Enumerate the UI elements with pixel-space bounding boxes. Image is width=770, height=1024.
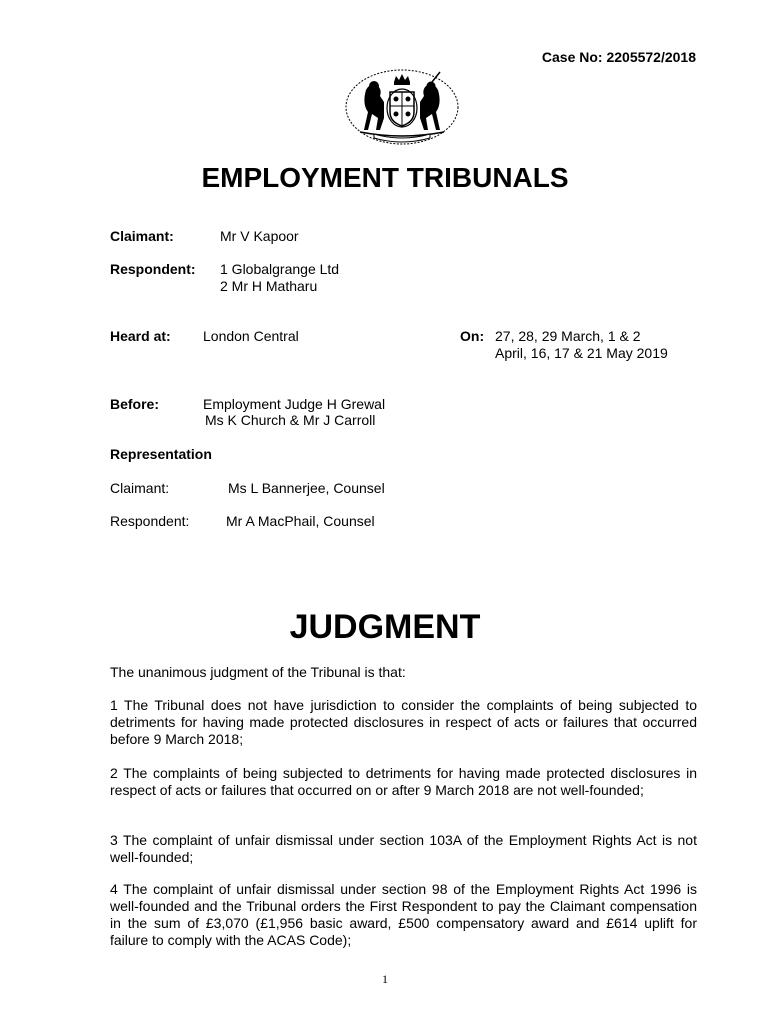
page-number: 1 xyxy=(382,972,388,986)
respondent-rep-value: Mr A MacPhail, Counsel xyxy=(226,513,375,529)
judgment-title: JUDGMENT xyxy=(289,608,481,646)
claimant-name: Mr V Kapoor xyxy=(220,228,299,244)
heard-at-value: London Central xyxy=(203,328,299,344)
claimant-rep-value: Ms L Bannerjee, Counsel xyxy=(228,480,385,496)
judgment-paragraph: 2 The complaints of being subjected to detriments for having made protected disclosures in respect of acts or failures that occurred on or after 9 March 2018 are not well-founded; xyxy=(110,765,697,798)
claimant-label: Claimant: xyxy=(110,228,174,244)
hearing-dates-line-2: April, 16, 17 & 21 May 2019 xyxy=(495,345,668,361)
judgment-paragraph: 1 The Tribunal does not have jurisdiction to consider the complaints of being subjected to detriments for having made protected disclosures in respect of acts or failures that occurred before 9 March 2018; xyxy=(110,697,697,747)
representation-heading: Representation xyxy=(110,446,212,462)
before-label: Before: xyxy=(110,396,160,412)
heard-at-label: Heard at: xyxy=(110,328,171,344)
case-number: Case No: 2205572/2018 xyxy=(541,49,696,65)
respondent-name-2: 2 Mr H Matharu xyxy=(220,278,318,294)
document-title: EMPLOYMENT TRIBUNALS xyxy=(201,162,569,193)
hearing-dates-line-1: 27, 28, 29 March, 1 & 2 xyxy=(495,328,641,344)
respondent-name-1: 1 Globalgrange Ltd xyxy=(220,261,340,277)
judgment-intro: The unanimous judgment of the Tribunal is that: xyxy=(110,664,406,680)
judge-name: Employment Judge H Grewal xyxy=(203,396,386,412)
hearing-dates-label: On: xyxy=(460,328,485,344)
judgment-paragraph: 3 The complaint of unfair dismissal under section 103A of the Employment Rights Act is not well-founded; xyxy=(110,832,697,865)
judgment-paragraph: 4 The complaint of unfair dismissal under section 98 of the Employment Rights Act 1996 is well-founded and the Tribunal orders the First Respondent to pay the Claimant compensation in the sum of £3,070 (£1,956 basic award, £500 compensatory award and £614 uplift for failure to comply with the ACAS Code); xyxy=(110,881,697,948)
claimant-rep-label: Claimant: xyxy=(110,480,170,496)
panel-members: Ms K Church & Mr J Carroll xyxy=(205,412,376,428)
respondent-label: Respondent: xyxy=(110,261,196,277)
royal-coat-of-arms-icon xyxy=(344,68,460,146)
respondent-rep-label: Respondent: xyxy=(110,513,190,529)
